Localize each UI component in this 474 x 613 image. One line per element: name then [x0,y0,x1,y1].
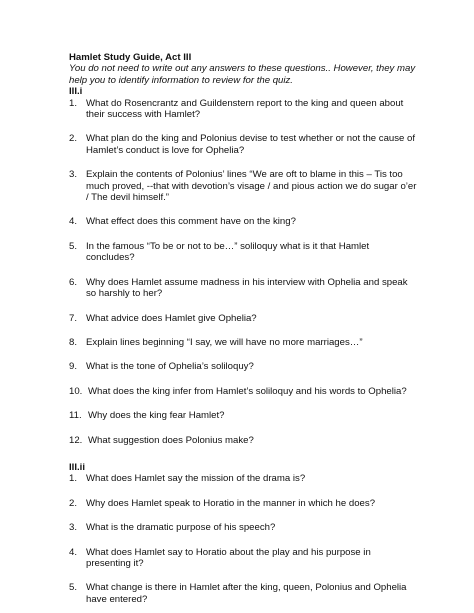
question-text: What effect does this comment have on the king? [86,216,296,228]
question-number: 6. [69,276,78,288]
question-list-iii-i [69,98,417,446]
question-text: What plan do the king and Polonius devise to test whether or not the cause of Hamlet’s conduct is love for Ophelia? [86,133,416,156]
question-number: 9. [69,361,78,373]
question-number: 1. [69,473,78,485]
question-item [69,435,417,446]
question-text: In the famous “To be or not to be…” soliloquy what is it that Hamlet concludes? [86,240,370,264]
question-text: What is the dramatic purpose of his speech? [86,522,276,534]
page-title: Hamlet Study Guide, Act III [69,52,192,63]
intro-note: You do not need to write out any answers to these questions.. However, they may help you to identify information to review for the quiz. [69,63,416,86]
question-number: 3. [69,169,78,181]
question-number: 1. [69,97,78,109]
question-item [69,169,417,203]
question-number: 12. [69,434,83,446]
question-number: 5. [69,240,78,252]
question-number: 3. [69,522,78,534]
question-item [69,361,417,372]
question-item [69,313,417,324]
question-number: 11. [69,410,82,422]
question-text: What change is there in Hamlet after the king, queen, Polonius and Ophelia have entered? [86,582,407,605]
question-text: What does the king infer from Hamlet’s soliloquy and his words to Ophelia? [88,385,407,397]
question-item [69,216,417,227]
question-list-iii-ii [69,473,417,605]
question-text: What advice does Hamlet give Ophelia? [86,312,257,324]
question-number: 2. [69,497,78,509]
question-item [69,277,417,300]
question-item [69,522,417,533]
question-item [69,98,417,121]
question-item [69,386,417,397]
question-text: Explain the contents of Polonius’ lines “We are oft to blame in this – Tis too much proved, --that with devotion’s visage / and pious action we do sugar o’er / The devil himself.” [86,169,417,204]
question-text: What does Hamlet say the mission of the drama is? [86,473,306,485]
question-text: What do Rosencrantz and Guildenstern report to the king and queen about their success with Hamlet? [86,97,404,121]
section-heading-iii-i: III.i [69,86,83,98]
question-item [69,547,417,570]
question-text: What does Hamlet say to Horatio about the play and his purpose in presenting it? [86,546,371,569]
question-text: What is the tone of Ophelia’s soliloquy? [86,361,254,373]
question-number: 4. [69,216,78,228]
question-number: 7. [69,312,78,324]
question-text: What suggestion does Polonius make? [88,434,254,446]
question-number: 2. [69,133,78,145]
question-number: 5. [69,582,78,594]
question-number: 10. [69,385,83,397]
question-text: Why does the king fear Hamlet? [88,410,225,422]
question-text: Why does Hamlet assume madness in his interview with Ophelia and speak so harshly to her? [86,276,408,300]
question-item [69,582,417,605]
question-number: 4. [69,546,78,558]
study-guide-content [69,52,417,605]
question-text: Why does Hamlet speak to Horatio in the manner in which he does? [86,497,376,509]
question-item [69,410,417,421]
question-text: Explain lines beginning “I say, we will have no more marriages…” [86,336,363,348]
question-item [69,473,417,484]
question-item [69,337,417,348]
question-item [69,498,417,509]
question-item [69,133,417,156]
question-item [69,241,417,264]
section-heading-iii-ii: III.ii [69,461,85,473]
question-number: 8. [69,336,78,348]
